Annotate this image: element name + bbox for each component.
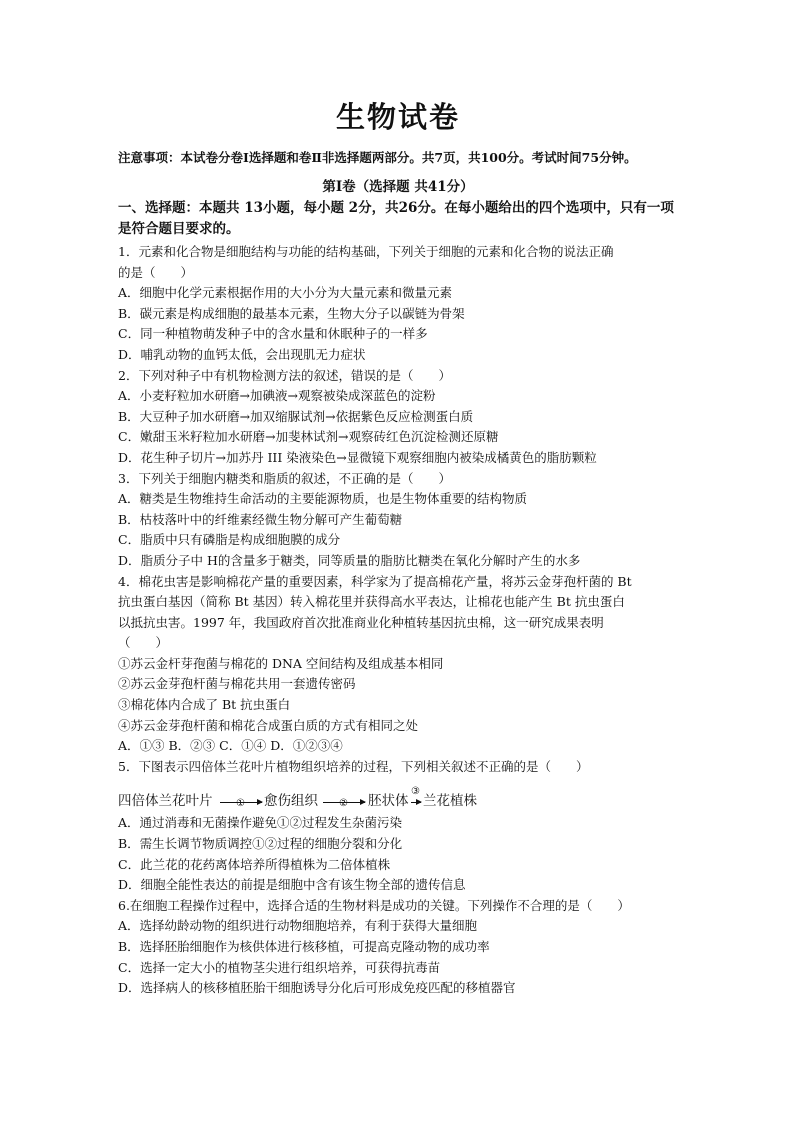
option-d: D．哺乳动物的血钙太低，会出现肌无力症状 — [118, 346, 366, 362]
option-a: A．小麦籽粒加水研磨→加碘液→观察被染成深蓝色的淀粉 — [118, 388, 436, 404]
option-a: A．通过消毒和无菌操作避免①②过程发生杂菌污染 — [118, 815, 403, 831]
option-b: B．需生长调节物质调控①②过程的细胞分裂和分化 — [118, 836, 403, 852]
flow-node-plant: 兰花植株 — [423, 793, 477, 810]
question-6 — [118, 896, 678, 999]
flow-arrow-label-3: ③ — [411, 786, 420, 798]
question-5 — [118, 757, 678, 896]
question-2 — [118, 366, 678, 469]
option-c: C．脂质中只有磷脂是构成细胞膜的成分 — [118, 532, 341, 548]
question-4 — [118, 572, 678, 757]
option-b: B．选择胚胎细胞作为核供体进行核移植，可提高克隆动物的成功率 — [118, 939, 490, 954]
statement-3: ③棉花体内合成了 Bt 抗虫蛋白 — [118, 697, 291, 713]
option-a: A．糖类是生物维持生命活动的主要能源物质，也是生物体重要的结构物质 — [118, 491, 528, 507]
exam-page — [118, 95, 678, 999]
flow-node-callus: 愈伤组织 — [264, 793, 318, 810]
question-stem: （ ） — [118, 635, 169, 651]
option-c: C．此兰花的花药离体培养所得植株为二倍体植株 — [118, 856, 391, 872]
option-c: C．嫩甜玉米籽粒加水研磨→加斐林试剂→观察砖红色沉淀检测还原糖 — [118, 429, 499, 445]
part-instruction: 一、选择题：本题共 13小题，每小题 2分，共26分。在每小题给出的四个选项中，只有一项是符合题目要求的。 — [118, 200, 674, 237]
option-a: A．选择幼龄动物的组织进行动物细胞培养，有利于获得大量细胞 — [118, 918, 478, 934]
statement-2: ②苏云金芽孢杆菌与棉花共用一套遗传密码 — [118, 676, 356, 692]
question-stem: 的是（ ） — [118, 264, 194, 280]
flow-arrow-label-1: ① — [236, 798, 245, 810]
option-d: D．细胞全能性表达的前提是细胞中含有该生物全部的遗传信息 — [118, 877, 466, 893]
option-d: D．花生种子切片→加苏丹 III 染液染色→显微镜下观察细胞内被染成橘黄色的脂肪颗粒 — [118, 449, 597, 465]
flow-node-leaf: 四倍体兰花叶片 — [118, 793, 213, 810]
statement-1: ①苏云金杆芽孢菌与棉花的 DNA 空间结构及组成基本相同 — [118, 655, 444, 671]
flow-arrow-label-2: ② — [339, 798, 348, 810]
flow-arrow-3 — [411, 802, 421, 803]
question-stem: 3．下列关于细胞内糖类和脂质的叙述，不正确的是（ ） — [118, 470, 451, 486]
option-b: B．碳元素是构成细胞的最基本元素，生物大分子以碳链为骨架 — [118, 305, 465, 321]
question-stem: 抗虫蛋白基因（简称 Bt 基因）转入棉花里并获得高水平表达，让棉花也能产生 Bt 抗虫蛋白 — [118, 594, 625, 610]
page-title: 生物试卷 — [335, 100, 460, 134]
answer-choices: A．①③ B．②③ C．①④ D．①②③④ — [118, 738, 343, 754]
option-d: D．选择病人的核移植胚胎干细胞诱导分化后可形成免疫匹配的移植器官 — [118, 980, 516, 996]
exam-notice: 注意事项：本试卷分卷Ⅰ选择题和卷Ⅱ非选择题两部分。共7页，共100分。考试时间75分钟。 — [118, 150, 637, 165]
culture-flow-diagram — [118, 777, 678, 813]
statement-4: ④苏云金芽孢杆菌和棉花合成蛋白质的方式有相同之处 — [118, 717, 419, 733]
question-3 — [118, 469, 678, 572]
question-stem: 5．下图表示四倍体兰花叶片植物组织培养的过程，下列相关叙述不正确的是（ ） — [118, 758, 589, 774]
option-c: C．选择一定大小的植物茎尖进行组织培养，可获得抗毒苗 — [118, 959, 441, 975]
question-1 — [118, 242, 678, 366]
option-b: B．大豆种子加水研磨→加双缩脲试剂→依据紫色反应检测蛋白质 — [118, 408, 474, 424]
question-stem: 4．棉花虫害是影响棉花产量的重要因素，科学家为了提高棉花产量，将苏云金芽孢杆菌的 Bt — [118, 573, 632, 589]
question-stem: 6.在细胞工程操作过程中，选择合适的生物材料是成功的关键。下列操作不合理的是（ ） — [118, 897, 630, 913]
option-a: A．细胞中化学元素根据作用的大小分为大量元素和微量元素 — [118, 285, 453, 301]
section-title: 第Ⅰ卷（选择题 共41分） — [322, 179, 474, 195]
question-stem: 2．下列对种子中有机物检测方法的叙述，错误的是（ ） — [118, 367, 451, 383]
option-d: D．脂质分子中 H的含量多于糖类，同等质量的脂肪比糖类在氧化分解时产生的水多 — [118, 552, 581, 568]
question-stem: 以抵抗虫害。1997 年，我国政府首次批准商业化种植转基因抗虫棉，这一研究成果表明 — [118, 614, 604, 630]
question-stem: 1．元素和化合物是细胞结构与功能的结构基础，下列关于细胞的元素和化合物的说法正确 — [118, 244, 614, 259]
flow-node-embryoid: 胚状体 — [368, 793, 409, 810]
option-c: C．同一种植物萌发种子中的含水量和休眠种子的一样多 — [118, 326, 428, 342]
option-b: B．枯枝落叶中的纤维素经微生物分解可产生葡萄糖 — [118, 511, 403, 527]
